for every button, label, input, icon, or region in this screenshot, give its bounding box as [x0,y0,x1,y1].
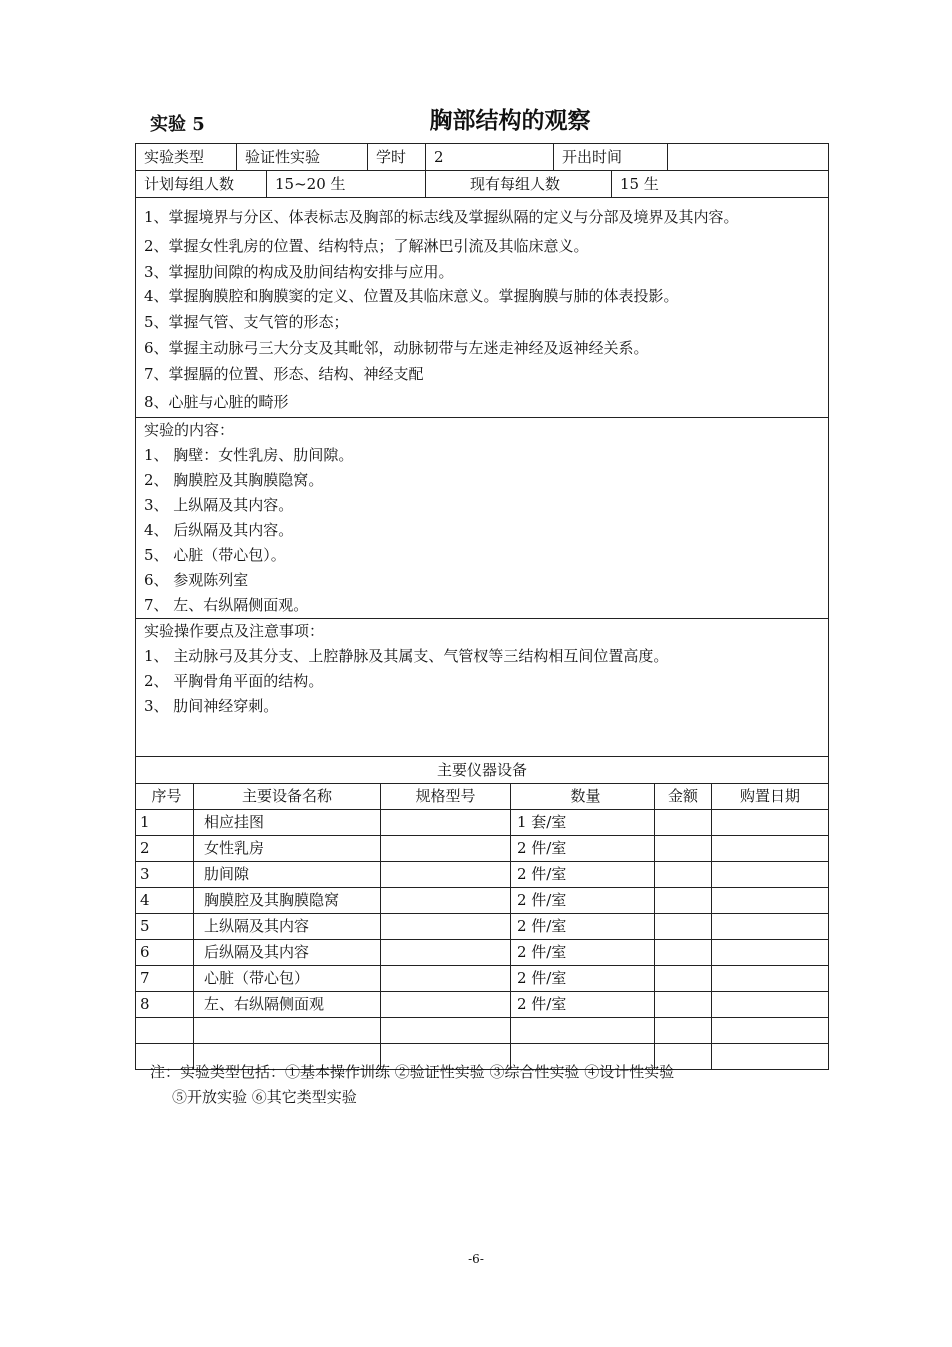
serial-cell: 1 [136,810,194,835]
name-cell: 上纵隔及其内容 [194,914,381,939]
amount-cell [655,862,712,887]
quantity-cell: 2 件/室 [511,940,655,965]
objective-item: 5、掌握气管、支气管的形态； [144,313,349,331]
amount-cell [655,914,712,939]
content-item: 1、 胸壁：女性乳房、肋间隙。 [144,446,354,464]
name-cell: 肋间隙 [194,862,381,887]
notes-block [136,619,828,757]
type-value: 验证性实验 [237,144,368,170]
notes-item: 3、 肋间神经穿刺。 [144,697,279,715]
column-header: 序号 [136,784,194,809]
date-cell [712,836,828,861]
table-row [136,862,828,888]
table-row [136,992,828,1018]
name-cell: 左、右纵隔侧面观 [194,992,381,1017]
objectives-block [136,198,828,418]
objective-item: 1、掌握境界与分区、体表标志及胸部的标志线及掌握纵隔的定义与分部及境界及其内容。 [144,208,739,226]
objective-item: 8、心脏与心脏的畸形 [144,393,289,411]
name-cell: 相应挂图 [194,810,381,835]
date-cell [712,966,828,991]
name-cell: 女性乳房 [194,836,381,861]
date-cell [712,992,828,1017]
serial-cell: 5 [136,914,194,939]
column-header: 金额 [655,784,712,809]
amount-cell [655,810,712,835]
table-row [136,888,828,914]
name-cell [194,1018,381,1043]
serial-cell: 2 [136,836,194,861]
table-row [136,940,828,966]
footnote-line: 注：实验类型包括：①基本操作训练 ②验证性实验 ③综合性实验 ④设计性实验 [150,1063,675,1081]
open-time-label: 开出时间 [554,144,668,170]
content-item: 2、 胸膜腔及其胸膜隐窝。 [144,471,324,489]
objective-item: 3、掌握肋间隙的构成及肋间结构安排与应用。 [144,263,454,281]
equipment-title: 主要仪器设备 [136,757,828,784]
model-cell [381,966,511,991]
date-cell [712,940,828,965]
serial-cell: 3 [136,862,194,887]
quantity-cell: 1 套/室 [511,810,655,835]
quantity-cell: 2 件/室 [511,836,655,861]
equipment-table [136,784,828,1069]
model-cell [381,836,511,861]
table-row [136,914,828,940]
content-item: 5、 心脏（带心包）。 [144,546,286,564]
table-row [136,810,828,836]
experiment-sheet [135,143,829,1070]
amount-cell [655,1018,712,1043]
table-row [136,966,828,992]
model-cell [381,888,511,913]
amount-cell [655,940,712,965]
amount-cell [655,888,712,913]
experiment-number: 实验 5 [150,114,205,135]
notes-heading: 实验操作要点及注意事项： [144,622,325,640]
quantity-cell: 2 件/室 [511,862,655,887]
content-item: 4、 后纵隔及其内容。 [144,521,294,539]
type-label: 实验类型 [136,144,237,170]
date-cell [712,810,828,835]
equipment-header-row [136,784,828,810]
page-number: -6- [468,1252,484,1266]
content-item: 7、 左、右纵隔侧面观。 [144,596,309,614]
date-cell [712,1018,828,1043]
page-title: 胸部结构的观察 [429,108,591,134]
model-cell [381,810,511,835]
column-header: 购置日期 [739,787,800,805]
content-heading: 实验的内容： [144,421,235,439]
quantity-cell [511,1018,655,1043]
info-row-group-size [136,171,828,198]
current-size-label: 现有每组人数 [426,171,612,197]
model-cell [381,992,511,1017]
name-cell: 心脏（带心包） [194,966,381,991]
model-cell [381,862,511,887]
model-cell [381,940,511,965]
content-block [136,418,828,619]
notes-item: 2、 平胸骨角平面的结构。 [144,672,324,690]
serial-cell: 8 [136,992,194,1017]
amount-cell [655,992,712,1017]
serial-cell [136,1018,194,1043]
serial-cell: 4 [136,888,194,913]
objective-item: 2、掌握女性乳房的位置、结构特点；了解淋巴引流及其临床意义。 [144,237,589,255]
footnote [150,1060,674,1110]
info-row-type [136,144,828,171]
footnote-line: ⑤开放实验 ⑥其它类型实验 [172,1088,357,1106]
table-row [136,1018,828,1044]
name-cell: 胸膜腔及其胸膜隐窝 [194,888,381,913]
column-header: 主要设备名称 [194,784,381,809]
quantity-cell: 2 件/室 [511,966,655,991]
hours-value: 2 [426,144,554,170]
hours-label: 学时 [368,144,426,170]
planned-size-value: 15~20 生 [267,171,426,197]
date-cell [712,888,828,913]
objective-item: 4、掌握胸膜腔和胸膜窦的定义、位置及其临床意义。掌握胸膜与肺的体表投影。 [144,287,679,305]
quantity-cell: 2 件/室 [511,888,655,913]
column-header: 规格型号 [381,784,511,809]
model-cell [381,914,511,939]
notes-item: 1、 主动脉弓及其分支、上腔静脉及其属支、气管杈等三结构相互间位置高度。 [144,647,669,665]
name-cell: 后纵隔及其内容 [194,940,381,965]
date-cell [712,914,828,939]
objective-item: 6、掌握主动脉弓三大分支及其毗邻，动脉韧带与左迷走神经及返神经关系。 [144,339,649,357]
planned-size-label: 计划每组人数 [136,171,267,197]
serial-cell: 6 [136,940,194,965]
amount-cell [655,836,712,861]
quantity-cell: 2 件/室 [511,992,655,1017]
serial-cell: 7 [136,966,194,991]
content-item: 6、 参观陈列室 [144,571,249,589]
model-cell [381,1018,511,1043]
date-cell [712,1044,828,1069]
current-size-value: 15 生 [620,175,659,193]
table-row [136,836,828,862]
date-cell [712,862,828,887]
objective-item: 7、掌握膈的位置、形态、结构、神经支配 [144,365,424,383]
column-header: 数量 [511,784,655,809]
quantity-cell: 2 件/室 [511,914,655,939]
amount-cell [655,966,712,991]
open-time-value [668,144,825,170]
content-item: 3、 上纵隔及其内容。 [144,496,294,514]
